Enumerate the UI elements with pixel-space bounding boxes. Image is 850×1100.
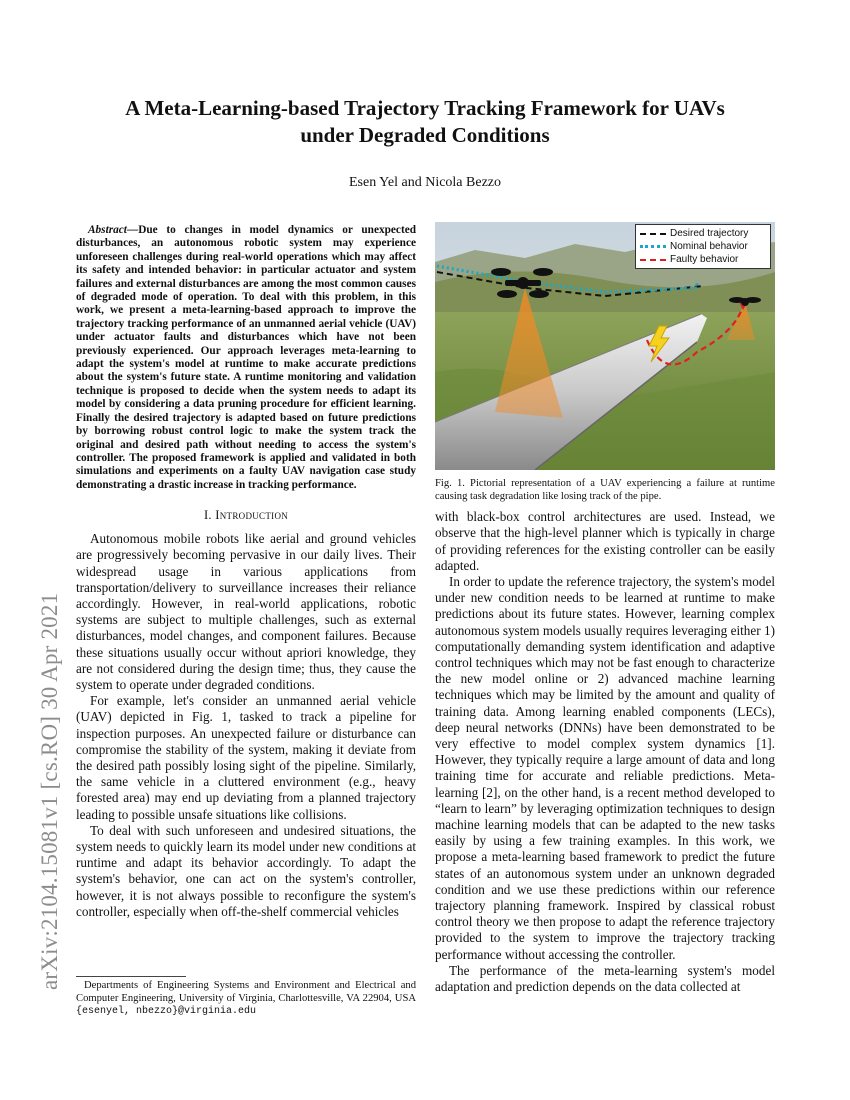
intro-paragraph-3: To deal with such unforeseen and undesired situations, the system needs to quickly learn its model under new conditions at runtime and adapt its behavior accordingly. To adapt the system's behavior, one can act on the system's controller, however, it is not always possible to reconfigure the system's controller, especially when off-the-shelf commercial vehicles bbox=[76, 822, 416, 919]
legend-item-desired bbox=[640, 227, 766, 240]
abstract-label: Abstract bbox=[88, 224, 127, 236]
title-line-1: A Meta-Learning-based Trajectory Tracking Framework for UAVs bbox=[125, 96, 725, 120]
right-paragraph-1: with black-box control architectures are used. Instead, we observe that the high-level planner which is typically in charge of providing references for the existing controller can be easily adapted. bbox=[435, 509, 775, 573]
abstract-text: Due to changes in model dynamics or unexpected disturbances, an autonomous robotic system may experience unforeseen challenges during real-world operations which may affect its safety and intended behavior: in particular actuator and system failures and external disturbances are among the most common causes of degraded mode of operation. To deal with this problem, in this work, we present a meta-learning-based approach to improve the trajectory tracking performance of an unmanned aerial vehicle (UAV) under actuator faults and disturbances which have not been previously experienced. Our approach leverages meta-learning to adapt the system's model at runtime to make accurate predictions about the system's future state. A runtime monitoring and validation technique is proposed to decide when the system needs to adapt its model by considering a data pruning procedure for efficient learning. Finally the desired trajectory is adapted based on future predictions by borrowing robust control logic to make the system track the original and desired path without needing to access the system's controller. The proposed framework is applied and validated in both simulations and experiments on a faulty UAV navigation case study demonstrating a drastic increase in tracking performance. bbox=[76, 224, 416, 491]
legend-item-faulty bbox=[640, 253, 766, 266]
abstract-dash: — bbox=[126, 224, 139, 236]
desired-swatch bbox=[640, 233, 666, 235]
paper-title bbox=[60, 95, 790, 149]
section-title: Introduction bbox=[215, 508, 289, 523]
faulty-swatch bbox=[640, 259, 666, 261]
arxiv-identifier-stamp[interactable]: arXiv:2104.15081v1 [cs.RO] 30 Apr 2021 bbox=[37, 592, 62, 990]
right-column bbox=[435, 222, 775, 995]
right-paragraph-3: The performance of the meta-learning system's model adaptation and prediction depends on the data collected at bbox=[435, 962, 775, 995]
figure-1 bbox=[435, 222, 775, 470]
footnote-rule bbox=[76, 976, 186, 977]
title-line-2: under Degraded Conditions bbox=[300, 123, 550, 147]
abstract bbox=[76, 224, 416, 492]
footnote-text: Departments of Engineering Systems and Environment and Electrical and Computer Engineering, University of Virginia, Charlottesville, VA 22904, USA bbox=[76, 980, 416, 1004]
intro-paragraph-1: Autonomous mobile robots like aerial and ground vehicles are progressively becoming pervasive in our daily lives. Their widespread usage in various applications from transportation/delivery to surveillance increases their reliance accordingly. However, in real-world applications, robotic systems are subject to multiple challenges, such as external disturbances, model changes, and component failures. Because these situations usually occur without apriori knowledge, they are not considered during the design time; thus, they cause the system to operate under degraded conditions. bbox=[76, 531, 416, 692]
nominal-swatch bbox=[640, 245, 666, 248]
author-emails[interactable]: {esenyel, nbezzo}@virginia.edu bbox=[76, 1006, 257, 1018]
right-paragraph-2: In order to update the reference trajectory, the system's model under new condition needs to be learned at runtime to make predictions about its future states. However, learning complex autonomous system models usually requires leveraging either 1) computationally demanding system identification and adaptive control techniques which may not be fast enough to characterize the new model online or 2) advanced machine learning techniques which may be limited by the amount and quality of training data. Among learning enabled components (LECs), deep neural networks (DNNs) have been demonstrated to be very effective to model complex system dynamics [1]. However, they typically require a large amount of data and long training time for accurate and reliable predictions. Meta-learning [2], on the other hand, is a recent method developed to “learn to learn” by leveraging optimization techniques to design machine learning models that can be adapted to the new tasks easily by using a few training examples. In this work, we propose a meta-learning based framework to predict the future states of an autonomous system under an unknown degraded condition and we use these predictions within our reference trajectory planning framework. Inspired by classical robust control theory we then propose to adapt the reference trajectory provided to the system to improve the trajectory tracking performance without accessing the controller. bbox=[435, 574, 775, 962]
left-column bbox=[76, 224, 416, 920]
section-number: I. bbox=[203, 508, 216, 523]
authors: Esen Yel and Nicola Bezzo bbox=[348, 175, 502, 190]
figure-caption: Fig. 1. Pictorial representation of a UAV experiencing a failure at runtime causing task degradation like losing track of the pipe. bbox=[435, 478, 775, 502]
section-heading-introduction bbox=[76, 508, 416, 523]
legend-label-desired: Desired trajectory bbox=[670, 228, 749, 239]
footnote-affiliation bbox=[76, 980, 416, 1019]
legend-item-nominal bbox=[640, 240, 766, 253]
legend-label-faulty: Faulty behavior bbox=[670, 254, 739, 265]
intro-paragraph-2: For example, let's consider an unmanned aerial vehicle (UAV) depicted in Fig. 1, tasked to track a pipeline for inspection purposes. An unexpected failure or disturbance can compromise the stability of the system, making it deviate from the desired path possibly losing sight of the pipeline. Similarly, the same vehicle in a cluttered environment (e.g., heavy forested area) may end up deviating from a planned trajectory leading to possible unsafe situations like collisions. bbox=[76, 693, 416, 822]
legend-label-nominal: Nominal behavior bbox=[670, 241, 748, 252]
figure-legend bbox=[635, 224, 771, 269]
